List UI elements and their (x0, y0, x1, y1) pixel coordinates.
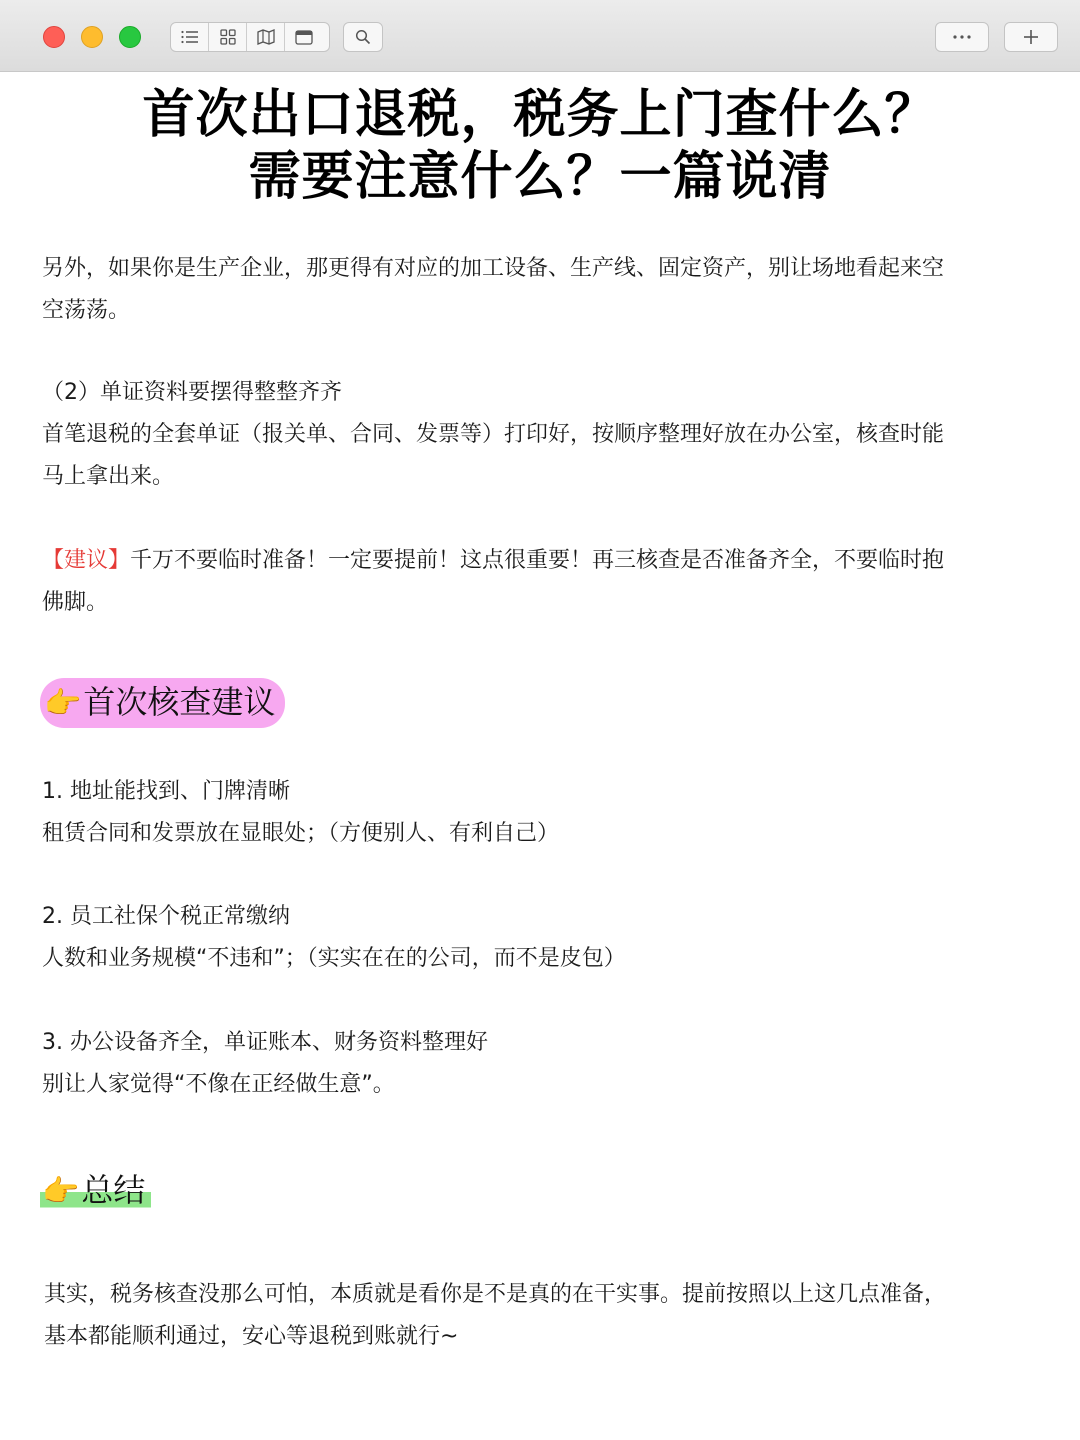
list-item (42, 1022, 1012, 1106)
list-item (42, 771, 1012, 855)
heading-text: 总结 (81, 1171, 146, 1209)
paragraph-line: 另外，如果你是生产企业，那更得有对应的加工设备、生产线、固定资产，别让场地看起来空 (42, 256, 945, 281)
grid-icon (220, 29, 236, 45)
paragraph-line: 其实，税务核查没那么可怕，本质就是看你是不是真的在干实事。提前按照以上这几点准备， (44, 1282, 947, 1307)
summary-paragraph (44, 1274, 1014, 1358)
list-item-body: 人数和业务规模“不违和”；（实实在在的公司，而不是皮包） (42, 946, 626, 971)
list-item-body: 别让人家觉得“不像在正经做生意”。 (42, 1072, 395, 1097)
new-tab-button[interactable] (1004, 22, 1058, 52)
more-icon (953, 35, 971, 39)
tip-line (42, 540, 1012, 582)
search-icon (355, 29, 371, 45)
list-item-body: 租赁合同和发票放在显眼处；（方便别人、有利自己） (42, 821, 560, 846)
title-bar (0, 0, 1080, 72)
page-title (0, 84, 1080, 208)
tip-line-2: 佛脚。 (42, 590, 109, 615)
section-heading-first-check (40, 678, 285, 728)
paragraph-documents (42, 372, 1012, 498)
view-toolbar-group (170, 22, 330, 52)
map-icon (257, 29, 275, 45)
map-view-button[interactable] (247, 23, 285, 51)
plus-icon (1023, 29, 1039, 45)
paragraph-line: 马上拿出来。 (42, 464, 175, 489)
close-window-button[interactable] (43, 26, 65, 48)
grid-view-button[interactable] (209, 23, 247, 51)
list-icon (181, 30, 199, 44)
list-item (42, 896, 1012, 980)
paragraph-production (42, 248, 1012, 332)
paragraph-line: 基本都能顺利通过，安心等退税到账就行~ (44, 1324, 459, 1349)
sidebar-icon (295, 30, 313, 45)
sidebar-view-button[interactable] (285, 23, 323, 51)
pointing-hand-icon: 👉 (42, 1174, 80, 1209)
tip-paragraph (42, 540, 1012, 624)
list-view-button[interactable] (171, 23, 209, 51)
heading-highlight (40, 678, 285, 728)
page-title-line-2: 需要注意什么？一篇说清 (248, 147, 832, 207)
minimize-window-button[interactable] (81, 26, 103, 48)
list-item-title: 1. 地址能找到、门牌清晰 (42, 779, 290, 804)
tip-text: 千万不要临时准备！一定要提前！这点很重要！再三核查是否准备齐全，不要临时抱 (130, 548, 945, 573)
heading-text: 首次核查建议 (83, 683, 276, 721)
paragraph-line: 空荡荡。 (42, 298, 131, 323)
pointing-hand-icon: 👉 (44, 686, 82, 721)
page-title-line-1: 首次出口退税，税务上门查什么？ (142, 85, 938, 145)
tip-tag: 【建议】 (42, 548, 131, 573)
list-item-title: 3. 办公设备齐全，单证账本、财务资料整理好 (42, 1030, 488, 1055)
list-item-title: 2. 员工社保个税正常缴纳 (42, 904, 290, 929)
paragraph-line: 首笔退税的全套单证（报关单、合同、发票等）打印好，按顺序整理好放在办公室，核查时能 (42, 422, 945, 447)
search-button[interactable] (343, 22, 383, 52)
more-button[interactable] (935, 22, 989, 52)
heading-highlight (40, 1168, 151, 1214)
subsection-title: （2）单证资料要摆得整整齐齐 (42, 380, 342, 405)
zoom-window-button[interactable] (119, 26, 141, 48)
section-heading-summary (40, 1168, 151, 1214)
